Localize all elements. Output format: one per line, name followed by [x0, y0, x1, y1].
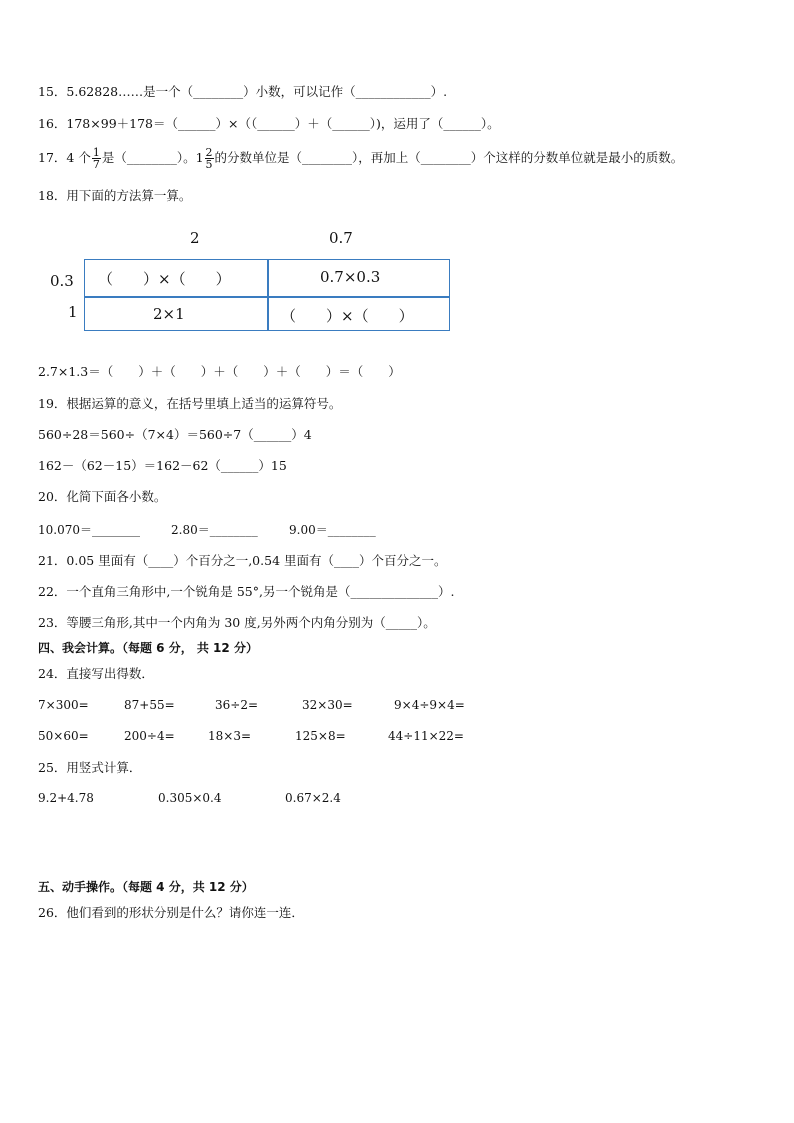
q17-suffix: 的分数单位是（________），再加上（________）个这样的分数单位就是最小的质数。 [214, 150, 684, 165]
q18-cell-4: （ ）×（ ） [281, 307, 414, 325]
q18-equation: 2.7×1.3＝（ ）＋（ ）＋（ ）＋（ ）＝（ ） [38, 364, 401, 379]
q19: 19．根据运算的意义，在括号里填上适当的运算符号。 [38, 396, 342, 411]
q24-r2-c4: 125×8= [295, 729, 346, 743]
q18-cell-1: （ ）×（ ） [98, 270, 231, 288]
q26: 26．他们看到的形状分别是什么？请你连一连． [38, 905, 304, 920]
q17-prefix: 17．4 个 [38, 150, 91, 165]
q21: 21．0.05 里面有（____）个百分之一,0.54 里面有（____）个百分之一。 [38, 553, 447, 568]
q17-fraction-1: $\frac{1}{7}$ [92, 146, 100, 171]
q18-row-header-2: 1 [68, 303, 78, 321]
q17-mid: 是（________）。1 [101, 150, 204, 165]
q23: 23．等腰三角形,其中一个内角为 30 度,另外两个内角分别为（_____）。 [38, 615, 436, 630]
q24-r2-c2: 200÷4= [124, 729, 175, 743]
q16: 16．178×99＋178＝（______）×（（______）＋（______）)，运用了（______）。 [38, 116, 500, 131]
q24-r1-c5: 9×4÷9×4= [394, 698, 465, 712]
q24-r1-c1: 7×300= [38, 698, 89, 712]
q19-line-2: 162－（62－15）＝162－62（______）15 [38, 458, 287, 473]
q18-cell-2: 0.7×0.3 [320, 268, 381, 286]
q17-fraction-2: $\frac{2}{5}$ [205, 146, 213, 171]
q25-item-1: 9.2+4.78 [38, 791, 94, 805]
q15: 15．5.62828……是一个（________）小数，可以记作（____________）. [38, 84, 448, 99]
q25: 25．用竖式计算． [38, 760, 142, 775]
q20-item-3: 9.00＝________ [289, 523, 376, 537]
q18-row-header-1: 0.3 [50, 272, 74, 290]
q25-item-3: 0.67×2.4 [285, 791, 341, 805]
q19-line-1: 560÷28＝560÷（7×4）＝560÷7（______）4 [38, 427, 312, 442]
q20: 20．化简下面各小数。 [38, 489, 167, 504]
q24-r2-c1: 50×60= [38, 729, 89, 743]
q22: 22．一个直角三角形中,一个锐角是 55°,另一个锐角是（______________）. [38, 584, 455, 599]
section-5-heading: 五、动手操作。（每题 4 分，共 12 分） [38, 880, 254, 894]
q24-r2-c3: 18×3= [208, 729, 252, 743]
q24-r1-c2: 87+55= [124, 698, 175, 712]
q18-cell-3: 2×1 [153, 305, 185, 323]
q20-item-1: 10.070＝________ [38, 523, 140, 537]
q24-r2-c5: 44÷11×22= [388, 729, 464, 743]
q24: 24．直接写出得数． [38, 666, 154, 681]
q24-r1-c3: 36÷2= [215, 698, 259, 712]
section-4-heading: 四、我会计算。（每题 6 分， 共 12 分） [38, 641, 258, 655]
q17 [38, 143, 683, 173]
q18-col-header-2: 0.7 [329, 229, 353, 247]
q18-col-header-1: 2 [190, 229, 200, 247]
q20-item-2: 2.80＝________ [171, 523, 258, 537]
q24-r1-c4: 32×30= [302, 698, 353, 712]
q18: 18．用下面的方法算一算。 [38, 188, 192, 203]
q25-item-2: 0.305×0.4 [158, 791, 222, 805]
